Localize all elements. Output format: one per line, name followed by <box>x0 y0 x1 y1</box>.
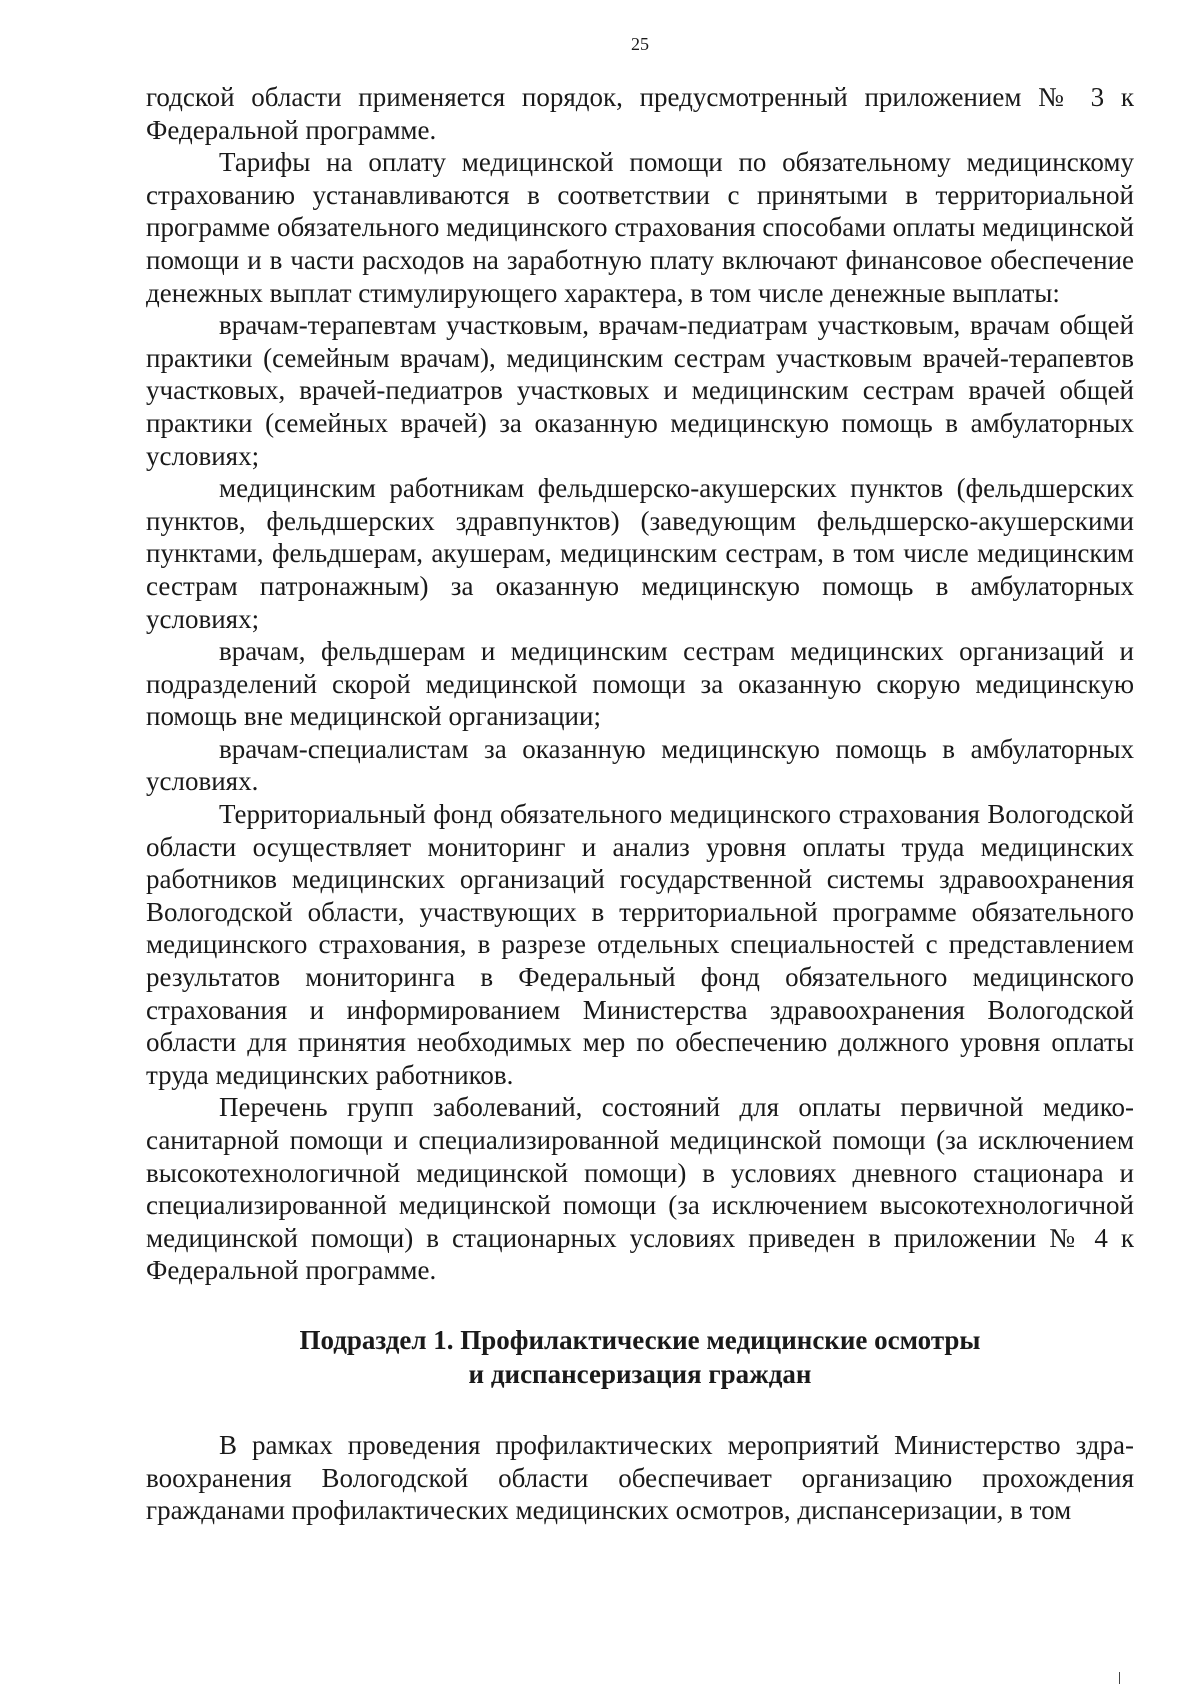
document-body <box>146 81 1134 1527</box>
paragraph-2: Тарифы на оплату медицинской помощи по обязательному медицинскому страхованию устанавливаются в соответствии с принятыми в территориальной программе обязательного медицинского страхования способами оплаты медицинской помощи и в части расходов на заработную плату включают финансовое обеспечение денежных выплат стимулирующего характера, в том числе денежные выплаты: <box>146 147 1134 308</box>
paragraph-final: В рамках проведения профилактических мероприятий Министерство здравоохранения Вологодской области обеспечивает организацию прохождения гражданами профилактических медицинских осмотров, диспансеризации, в том <box>146 1429 1134 1526</box>
paragraph-7: Территориальный фонд обязательного медицинского страхования Вологодской области осуществляет мониторинг и анализ уровня оплаты труда медицинских работников медицинских организаций государственной системы здравоохранения Вологодской области, участвующих в территориальной программе обязательного медицинского страхования, в разрезе отдельных специальностей с представлением результатов мониторинга в Федеральный фонд обязательного медицинского страхования и информированием Министерства здравоохранения Вологодской области для принятия необходимых мер по обеспечению должного уровня оплаты труда медицинских работников. <box>146 799 1134 1090</box>
page-number: 25 <box>631 34 649 54</box>
section-heading-line-1: Подраздел 1. Профилактические медицинские осмотры <box>299 1324 981 1355</box>
paragraph-5: врачам, фельдшерам и медицинским сестрам медицинских организаций и подразделений скорой медицинской помощи за оказанную скорую медицинскую помощь вне медицинской организации; <box>146 636 1134 732</box>
paragraph-1: годской области применяется порядок, предусмотренный приложением № 3 к Федеральной программе. <box>146 82 1134 145</box>
scan-artifact-mark <box>1119 1672 1120 1684</box>
paragraph-8: Перечень групп заболеваний, состояний для оплаты первичной медико-санитарной помощи и специализированной медицинской помощи (за исключением высокотехнологичной медицинской помощи) в условиях дневного стационара и специализированной медицинской помощи (за исключением высокотехнологичной медицинской помощи) в стационарных условиях приведен в приложении № 4 к Федеральной программе. <box>146 1092 1134 1286</box>
section-heading-line-2: и диспансеризация граждан <box>468 1358 812 1389</box>
section-heading <box>146 1323 1134 1391</box>
paragraph-3: врачам-терапевтам участковым, врачам-педиатрам участковым, врачам общей практики (семейным врачам), медицинским сестрам участковым врачей-терапевтов участковых, врачей-педиатров участковых и медицинским сестрам врачей общей практики (семейных врачей) за оказанную медицинскую помощь в амбулаторных условиях; <box>146 310 1134 471</box>
paragraph-6: врачам-специалистам за оказанную медицинскую помощь в амбулаторных условиях. <box>146 733 1134 797</box>
paragraph-4: медицинским работникам фельдшерско-акушерских пунктов (фельдшерских пунктов, фельдшерских здравпунктов) (заведующим фельдшерско-акушерскими пунктами, фельдшерам, акушерам, медицинским сестрам, в том числе медицинским сестрам патронажным) за оказанную медицинскую помощь в амбулаторных условиях; <box>146 473 1134 634</box>
